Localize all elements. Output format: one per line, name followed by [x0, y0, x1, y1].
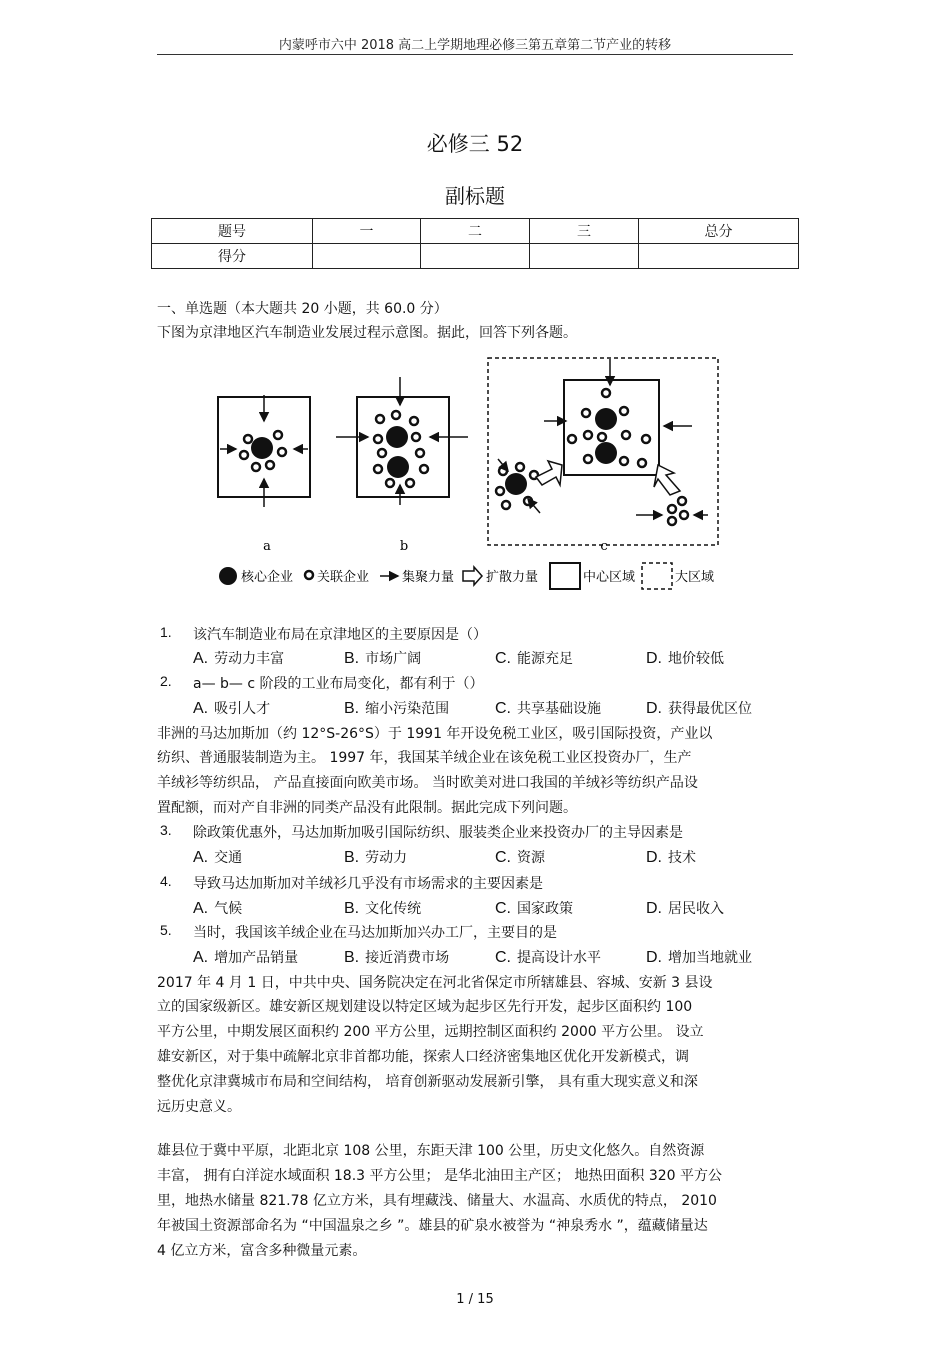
option-a[interactable]: A. 交通: [193, 849, 243, 866]
option-b[interactable]: B. 缩小污染范围: [344, 700, 450, 717]
question-text: a— b— c 阶段的工业布局变化，都有利于（）: [193, 676, 484, 692]
page-subtitle: 副标题: [445, 184, 505, 208]
passage-line: 雄安新区，对于集中疏解北京非首都功能，探索人口经济密集地区优化开发新模式，调: [157, 1049, 689, 1065]
passage-line: 置配额，而对产自非洲的同类产品没有此限制。据此完成下列问题。: [157, 800, 577, 816]
option-c[interactable]: C. 能源充足: [495, 650, 573, 667]
score-cell: 二: [421, 219, 530, 244]
passage-line: 立的国家级新区。雄安新区规划建设以特定区域为起步区先行开发，起步区面积约 100: [157, 999, 693, 1015]
score-table-score-row: [152, 244, 799, 269]
panel-label-b: b: [399, 539, 409, 554]
question-number: 5.: [160, 922, 172, 938]
passage-line: 非洲的马达加斯加（约 12°S-26°S）于 1991 年开设免税工业区，吸引国际投资，产业以: [157, 726, 713, 742]
question-number: 1.: [160, 624, 172, 640]
header-rule: [157, 54, 793, 55]
score-table-header-row: [152, 219, 799, 244]
score-cell: 得分: [152, 244, 313, 269]
passage-line: 2017 年 4 月 1 日，中共中央、国务院决定在河北省保定市所辖雄县、容城、安新 3 县设: [157, 975, 713, 991]
page-title: 必修三 52: [426, 132, 524, 156]
panel-label-c: c: [600, 539, 608, 554]
question-text: 该汽车制造业布局在京津地区的主要原因是（）: [193, 627, 487, 643]
option-a[interactable]: A. 劳动力丰富: [193, 650, 285, 667]
panel-b: [336, 377, 468, 505]
passage-line: 整优化京津冀城市布局和空间结构， 培育创新驱动发展新引擎， 具有重大现实意义和深: [157, 1074, 698, 1090]
option-a[interactable]: A. 增加产品销量: [193, 949, 299, 966]
passage-line: 羊绒衫等纺织品， 产品直接面向欧美市场。 当时欧美对进口我国的羊绒衫等纺织产品设: [157, 775, 698, 791]
score-cell: 题号: [152, 219, 313, 244]
option-b[interactable]: B. 劳动力: [344, 849, 408, 866]
option-d[interactable]: D. 技术: [646, 849, 696, 866]
legend-spread: 扩散力量: [486, 570, 539, 585]
question-number: 2.: [160, 673, 172, 689]
legend-region: 大区域: [675, 570, 715, 585]
figure-intro: 下图为京津地区汽车制造业发展过程示意图。据此，回答下列各题。: [157, 325, 577, 341]
passage-line: 远历史意义。: [157, 1099, 241, 1115]
option-b[interactable]: B. 市场广阔: [344, 650, 422, 667]
question-text: 当时，我国该羊绒企业在马达加斯加兴办工厂，主要目的是: [193, 925, 557, 941]
score-cell: 一: [313, 219, 421, 244]
section-heading: 一、单选题（本大题共 20 小题，共 60.0 分）: [157, 301, 448, 317]
option-c[interactable]: C. 资源: [495, 849, 545, 866]
score-cell: [313, 244, 421, 269]
legend-center: 中心区域: [583, 570, 636, 585]
score-cell: 三: [530, 219, 639, 244]
option-a[interactable]: A. 气候: [193, 900, 243, 917]
industry-diagram: [210, 355, 730, 595]
question-text: 导致马达加斯加对羊绒衫几乎没有市场需求的主要因素是: [193, 876, 543, 892]
option-c[interactable]: C. 提高设计水平: [495, 949, 601, 966]
score-table: [151, 218, 799, 269]
question-number: 4.: [160, 873, 172, 889]
panel-c: [488, 358, 718, 545]
score-cell: [639, 244, 799, 269]
option-d[interactable]: D. 增加当地就业: [646, 949, 752, 966]
score-cell: 总分: [639, 219, 799, 244]
score-cell: [530, 244, 639, 269]
option-b[interactable]: B. 接近消费市场: [344, 949, 450, 966]
passage-line: 丰富， 拥有白洋淀水域面积 18.3 平方公里； 是华北油田主产区； 地热田面积 320 平方公: [157, 1168, 723, 1184]
passage-line: 年被国土资源部命名为 “中国温泉之乡 ”。雄县的矿泉水被誉为 “神泉秀水 ”，蕴藏储量达: [157, 1218, 708, 1234]
question-text: 除政策优惠外，马达加斯加吸引国际纺织、服装类企业来投资办厂的主导因素是: [193, 825, 683, 841]
legend-related: 关联企业: [317, 570, 370, 585]
option-d[interactable]: D. 获得最优区位: [646, 700, 752, 717]
figure-legend: [219, 563, 714, 589]
passage-line: 平方公里，中期发展区面积约 200 平方公里，远期控制区面积约 2000 平方公里。 设立: [157, 1024, 704, 1040]
option-c[interactable]: C. 共享基础设施: [495, 700, 601, 717]
option-d[interactable]: D. 地价较低: [646, 650, 724, 667]
option-c[interactable]: C. 国家政策: [495, 900, 573, 917]
score-cell: [421, 244, 530, 269]
page-header: 内蒙呼市六中 2018 高二上学期地理必修三第五章第二节产业的转移: [278, 38, 672, 53]
passage-line: 4 亿立方米，富含多种微量元素。: [157, 1243, 367, 1259]
question-number: 3.: [160, 822, 172, 838]
panel-a: [218, 395, 310, 507]
option-a[interactable]: A. 吸引人才: [193, 700, 271, 717]
panel-label-a: a: [263, 539, 271, 554]
passage-line: 雄县位于冀中平原，北距北京 108 公里，东距天津 100 公里，历史文化悠久。自然资源: [157, 1143, 705, 1159]
passage-line: 里，地热水储量 821.78 亿立方米，具有埋藏浅、储量大、水温高、水质优的特点， 2010: [157, 1193, 717, 1209]
option-d[interactable]: D. 居民收入: [646, 900, 724, 917]
option-b[interactable]: B. 文化传统: [344, 900, 422, 917]
legend-gather: 集聚力量: [402, 570, 455, 585]
legend-core: 核心企业: [241, 570, 294, 585]
passage-line: 纺织、普通服装制造为主。 1997 年，我国某羊绒企业在该免税工业区投资办厂，生产: [157, 750, 692, 766]
page-number: 1 / 15: [456, 1292, 494, 1307]
